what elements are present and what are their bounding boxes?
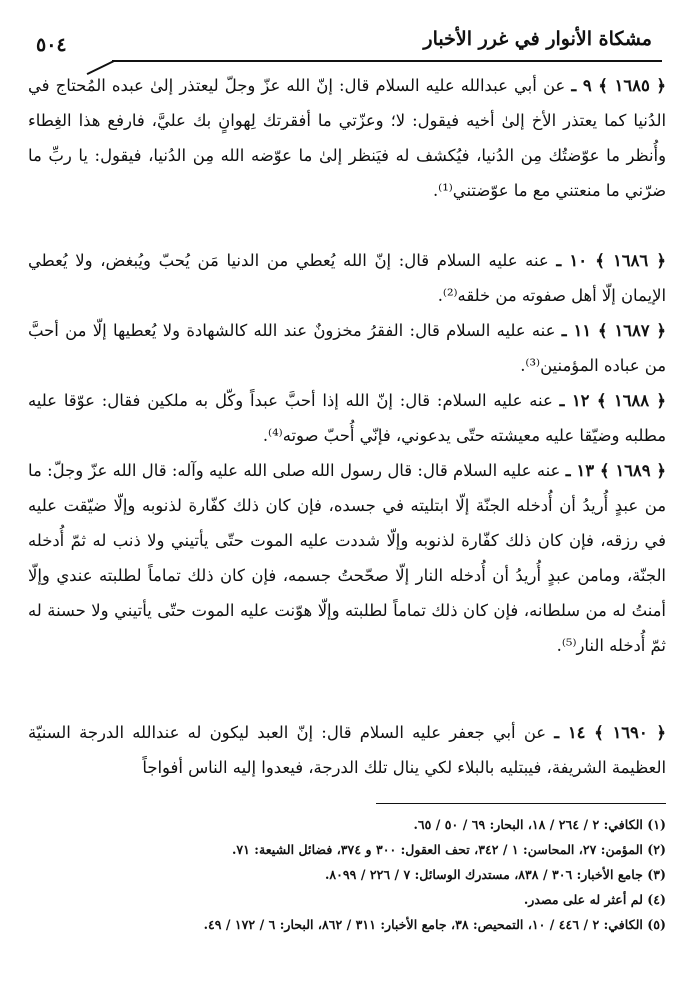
hadith-paragraph bbox=[28, 68, 666, 243]
hadith-number: ﴿ ١٦٨٥ ﴾ ٩ ـ bbox=[571, 76, 666, 95]
page-header bbox=[28, 20, 666, 60]
hadith-paragraph bbox=[28, 243, 666, 313]
hadith-number: ﴿ ١٦٨٧ ﴾ ١١ ـ bbox=[561, 321, 667, 340]
main-text bbox=[28, 68, 666, 785]
hadith-number: ﴿ ١٦٨٦ ﴾ ١٠ ـ bbox=[556, 251, 666, 270]
hadith-text: عن أبي عبدالله عليه السلام قال: إنّ الله عزّ وجلّ ليعتذر إلىٰ عبده المُحتاج في الدُنيا كما يعتذر الأخ إلىٰ أخيه فيقول: لا؛ وعزّتي ما أفقرتك لِهوانٍ بك عليَّ، فارفع هذا الغِطاء وأُنظر ما عوّضتُك مِن الدُنيا، فيُكشف له فيَنظر إلىٰ ما عوّضه الله مِن الدُنيا، فيقول: يا ربِّ ما ضرّني ما منعتني مع ما عوّضتني⁽¹⁾. bbox=[28, 76, 666, 200]
hadith-text: عنه عليه السلام قال: إنّ الله يُعطي من الدنيا مَن يُحبّ ويُبغض، ولا يُعطي الإيمان إلّا أهل صفوته من خلقه⁽²⁾. bbox=[28, 251, 666, 305]
hadith-number: ﴿ ١٦٨٨ ﴾ ١٢ ـ bbox=[559, 391, 667, 410]
hadith-text: عن أبي جعفر عليه السلام قال: إنّ العبد ليكون له عندالله الدرجة السنيّة العظيمة الشريفة، فيبتليه بالبلاء لكي ينال تلك الدرجة، فيعدوا إليه الناس أفواجاً bbox=[28, 723, 666, 777]
hadith-paragraph bbox=[28, 313, 666, 383]
footnotes-section bbox=[28, 803, 666, 937]
hadith-number: ﴿ ١٦٨٩ ﴾ ١٣ ـ bbox=[565, 461, 667, 480]
hadith-paragraph bbox=[28, 715, 666, 785]
footnote: (١) الكافي: ٢ / ٢٦٤ / ١٨، البحار: ٦٩ / ٥٠ / ٦٥. bbox=[413, 817, 666, 832]
header-rule bbox=[112, 60, 662, 62]
hadith-paragraph bbox=[28, 383, 666, 453]
footnote: (٤) لم أعثر له على مصدر. bbox=[523, 892, 666, 907]
page-number: ٥٠٤ bbox=[36, 34, 67, 56]
book-title: مشكاة الأنوار في غرر الأخبار bbox=[423, 28, 652, 50]
footnote-separator bbox=[376, 803, 666, 804]
hadith-text: عنه عليه السلام: قال: إنّ الله إذا أحبَّ عبداً وكّل به ملكين فقال: عوّقا عليه مطلبه وضيّقا عليه معيشته حتّى يدعوني، فإنّي أُحبّ صوته⁽⁴⁾. bbox=[28, 391, 666, 445]
footnote: (٢) المؤمن: ٢٧، المحاسن: ١ / ٣٤٢، تحف العقول: ٣٠٠ و ٣٧٤، فضائل الشيعة: ٧١. bbox=[231, 842, 666, 857]
footnote: (٥) الكافي: ٢ / ٤٤٦ / ١٠، التمحيص: ٣٨، جامع الأخبار: ٣١١ / ٨٦٢، البحار: ٦ / ١٧٢ / ٤٩. bbox=[203, 917, 666, 932]
footnote: (٣) جامع الأخبار: ٣٠٦ / ٨٣٨، مستدرك الوسائل: ٧ / ٢٢٦ / ٨٠٩٩. bbox=[325, 867, 666, 882]
hadith-text: عنه عليه السلام قال: قال رسول الله صلى الله عليه وآله: قال الله عزّ وجلّ: ما من عبدٍ أُريدُ أن أُدخله الجنّة إلّا ابتليته في جسده، فإن كان ذلك كفّارة لذنوبه وإلّا ضيّقت عليه في رزقه، فإن كان ذلك كفّارة لذنوبه وإلّا شددت عليه الموت حتّى يأتيني ولا ذنب له ثمّ أُدخله الجنّة، ومامن عبدٍ أُريدُ أن أُدخله النار إلّا صحّحتُ جسمه، فإن كان ذلك تماماً لطلبته عندي وإلّا أمنتُ له من سلطانه، فإن كان ذلك تماماً لطلبته وإلّا هوّنت عليه الموت حتّى يأتيني ولا حسنة له ثمّ أُدخله النار⁽⁵⁾. bbox=[28, 461, 666, 655]
hadith-paragraph bbox=[28, 453, 666, 715]
hadith-text: عنه عليه السلام قال: الفقرُ مخزونٌ عند الله كالشهادة ولا يُعطيها إلّا من أحبَّ من عباده المؤمنين⁽³⁾. bbox=[28, 321, 666, 375]
hadith-number: ﴿ ١٦٩٠ ﴾ ١٤ ـ bbox=[554, 723, 666, 742]
